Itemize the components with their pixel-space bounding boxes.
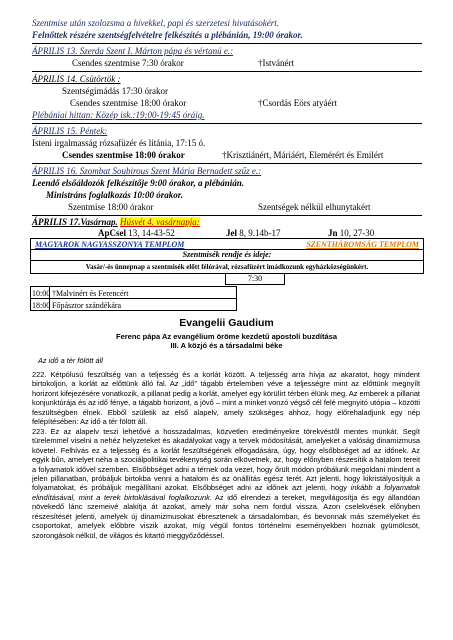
intro-line-2: Felnőttek részére szentségfelvételre felkészítés a plébánián, 19:00 órakor. <box>32 30 303 40</box>
paragraph-223 <box>32 427 420 540</box>
day-heading-17-feast: Húsvét 4. vasárnapja: <box>120 217 200 227</box>
row-time: 10:00 <box>32 289 51 298</box>
time-730: 7:30 <box>247 274 263 283</box>
row-time: 18:00 <box>32 301 51 310</box>
article-heading: Az idő a tér fölött áll <box>38 356 103 365</box>
rosary-row <box>30 260 424 274</box>
intention-15: †Krisztiánért, Máriáért, Elemérért és Emilért <box>222 150 384 160</box>
reading-1-ref: 13, 14-43-52 <box>128 228 175 238</box>
note-15: Isteni irgalmasság rózsafüzér és litánia, 17:15 ó. <box>32 138 206 148</box>
adoration-14: Szentségimádás 17:30 órakor <box>62 86 168 96</box>
day-heading-13: ÁPRILIS 13. Szerda Szent I. Márton pápa és vértanú e.: <box>32 46 234 56</box>
prep2-16: Ministráns foglalkozás 10:00 órakor. <box>46 190 184 200</box>
article-body <box>32 370 420 540</box>
time-cell <box>30 298 50 311</box>
mass-15: Csendes szentmise 18:00 órakor <box>62 150 185 160</box>
reading-2-book: Jel <box>226 228 237 238</box>
paragraph-223-start: 223. Ez az alapelv teszi lehetővé a hosszadalmas, közvetlen eredményekre törekvéstől mentes munkát. Segít türelemmel viselni a nehéz helyzeteket és akadályokat vagy a tervek módosítását, amelyeket a valóság dinamizmusa követel. Felhívás ez a teljesség és a korlát feszültségének elfogadására, úgy, hogy elsőbbséget ad az időnek. Az egyik bűn, amelyet néha a szociálpolitikai tevékenység során elkövetnek, az, hogy előnyben részesítik a hatalom tereit a folyamatok idővel szemben. Elsőbbséget adni a térnek oda vezet, hogy őrült módon próbálunk megoldani mindent a jelen pillanatban, próbáljuk birtokba venni a hatalom és az önállítás egész terét. Azt jelenti, hogy kikristályosítjuk a folyamatokat, és próbáljuk megállítani azokat. Elsőbbséget adni az időnek azt jelenti, hogy <box>32 426 420 493</box>
day-heading-17 <box>32 217 200 228</box>
paragraph-222: 222. Kétpólusú feszültség van a teljesség és a korlát között. A teljesség arra hívja az akaratot, hogy mindent birtokoljon, a korlát az előttünk álló fal. Az „idő” tágabb értelemben véve a teljességre mint az előttünk megnyílt horizont kifejezésére vonatkozik, a pillanat pedig a korlát, amelyet egy körülírt térben élünk meg. Az emberek a pillanat konjunktúrája és az idő fénye, a tágabb horizont, a jövő – mint a minket vonzó végső cél felé megnyitó utópia – közötti feszültségben élnek. Ebből születik az első alapelv, amely szükséges ahhoz, hogy előrehaladjunk egy nép felépítésében: Az idő a tér fölött áll. <box>32 370 420 427</box>
reading-1-book: ApCsel <box>98 228 127 238</box>
divider <box>32 215 422 216</box>
reading-3-ref: 10, 27-30 <box>339 228 375 238</box>
church-left: MAGYAROK NAGYASSZONYA TEMPLOM <box>35 240 185 249</box>
row-intention: Főpásztor szándékára <box>52 301 122 310</box>
office-14-text: Plébániai hittan: Közép isk.:19:00-19:45 óráig. <box>32 110 205 120</box>
intention-cell <box>49 298 237 311</box>
article-title: Evangelii Gaudium <box>179 317 274 329</box>
intention-14: †Csordás Eörs atyáért <box>258 98 337 108</box>
day-heading-16: ÁPRILIS 16. Szombat Soubirous Szent Mária Bernadett szűz e.: <box>32 166 262 176</box>
order-title: Szentmisék rendje és ideje: <box>182 250 272 259</box>
church-right: SZENTHÁROMSÁG TEMPLOM <box>306 240 419 249</box>
article-subtitle: Ferenc pápa Az evangélium öröme kezdetű apostoli buzdítása <box>115 332 338 341</box>
intro-line-1: Szentmise után szolozsma a hívekkel, papi és szerzetesi hivatásokért. <box>32 18 279 28</box>
divider <box>32 163 422 164</box>
day-heading-14: ÁPRILIS 14. Csütörtök : <box>32 74 121 84</box>
mass-14: Csendes szentmise 18:00 órakor <box>70 98 187 108</box>
paragraph-223-end: . Az idő elrendezi a tereket, megvilágosítja és egy állandóan növekedő lánc szemeivé alakítja át azokat, amely már soha nem fordul vissza. Azon cselekvések előnyben részesítését jelenti, amelyek új dinamizmusokat ébresztenek a társadalomban, és bevonnak más személyeket és csoportokat, amelyek előbbre viszik azokat, míg végül fontos történelmi eseményekben hoznak gyümölcsöt, szorongások nélkül, de világos és kitartó meggyőződéssel. <box>32 492 420 540</box>
mass-16: Szentmise 18:00 órakor <box>68 202 154 212</box>
divider <box>32 123 422 124</box>
paragraph-223-emphasis: inkább a folyamatok elindításával, mint a terek birtoklásával foglalkozunk <box>32 483 420 502</box>
day-heading-15: ÁPRILIS 15. Péntek: <box>32 126 108 136</box>
office-14 <box>32 110 204 121</box>
rosary-note: Vasár/-és ünnepnap a szentmisék előtt félórával, rózsafüzért imádkozunk egyházközségünkért. <box>85 263 369 271</box>
intention-16: Szentségek nélkül elhunytakért <box>258 202 371 212</box>
mass-schedule-table <box>30 238 424 313</box>
day-heading-17-date: ÁPRILIS 17.Vasárnap. <box>32 217 118 227</box>
divider <box>32 71 422 72</box>
prep1-16: Leendő elsőáldozók felkészítője 9:00 órakor, a plébánián. <box>32 178 244 188</box>
reading-2-ref: 8, 9.14b-17 <box>239 228 281 238</box>
article-section: III. A közjó és a társadalmi béke <box>170 341 283 350</box>
mass-13: Csendes szentmise 7:30 órakor <box>72 58 184 68</box>
time-730-cell <box>225 273 285 285</box>
row-intention: †Malvinért és Ferencért <box>52 289 129 298</box>
divider <box>32 43 422 44</box>
reading-3-book: Jn <box>328 228 338 238</box>
intention-13: †Istvánért <box>258 58 294 68</box>
